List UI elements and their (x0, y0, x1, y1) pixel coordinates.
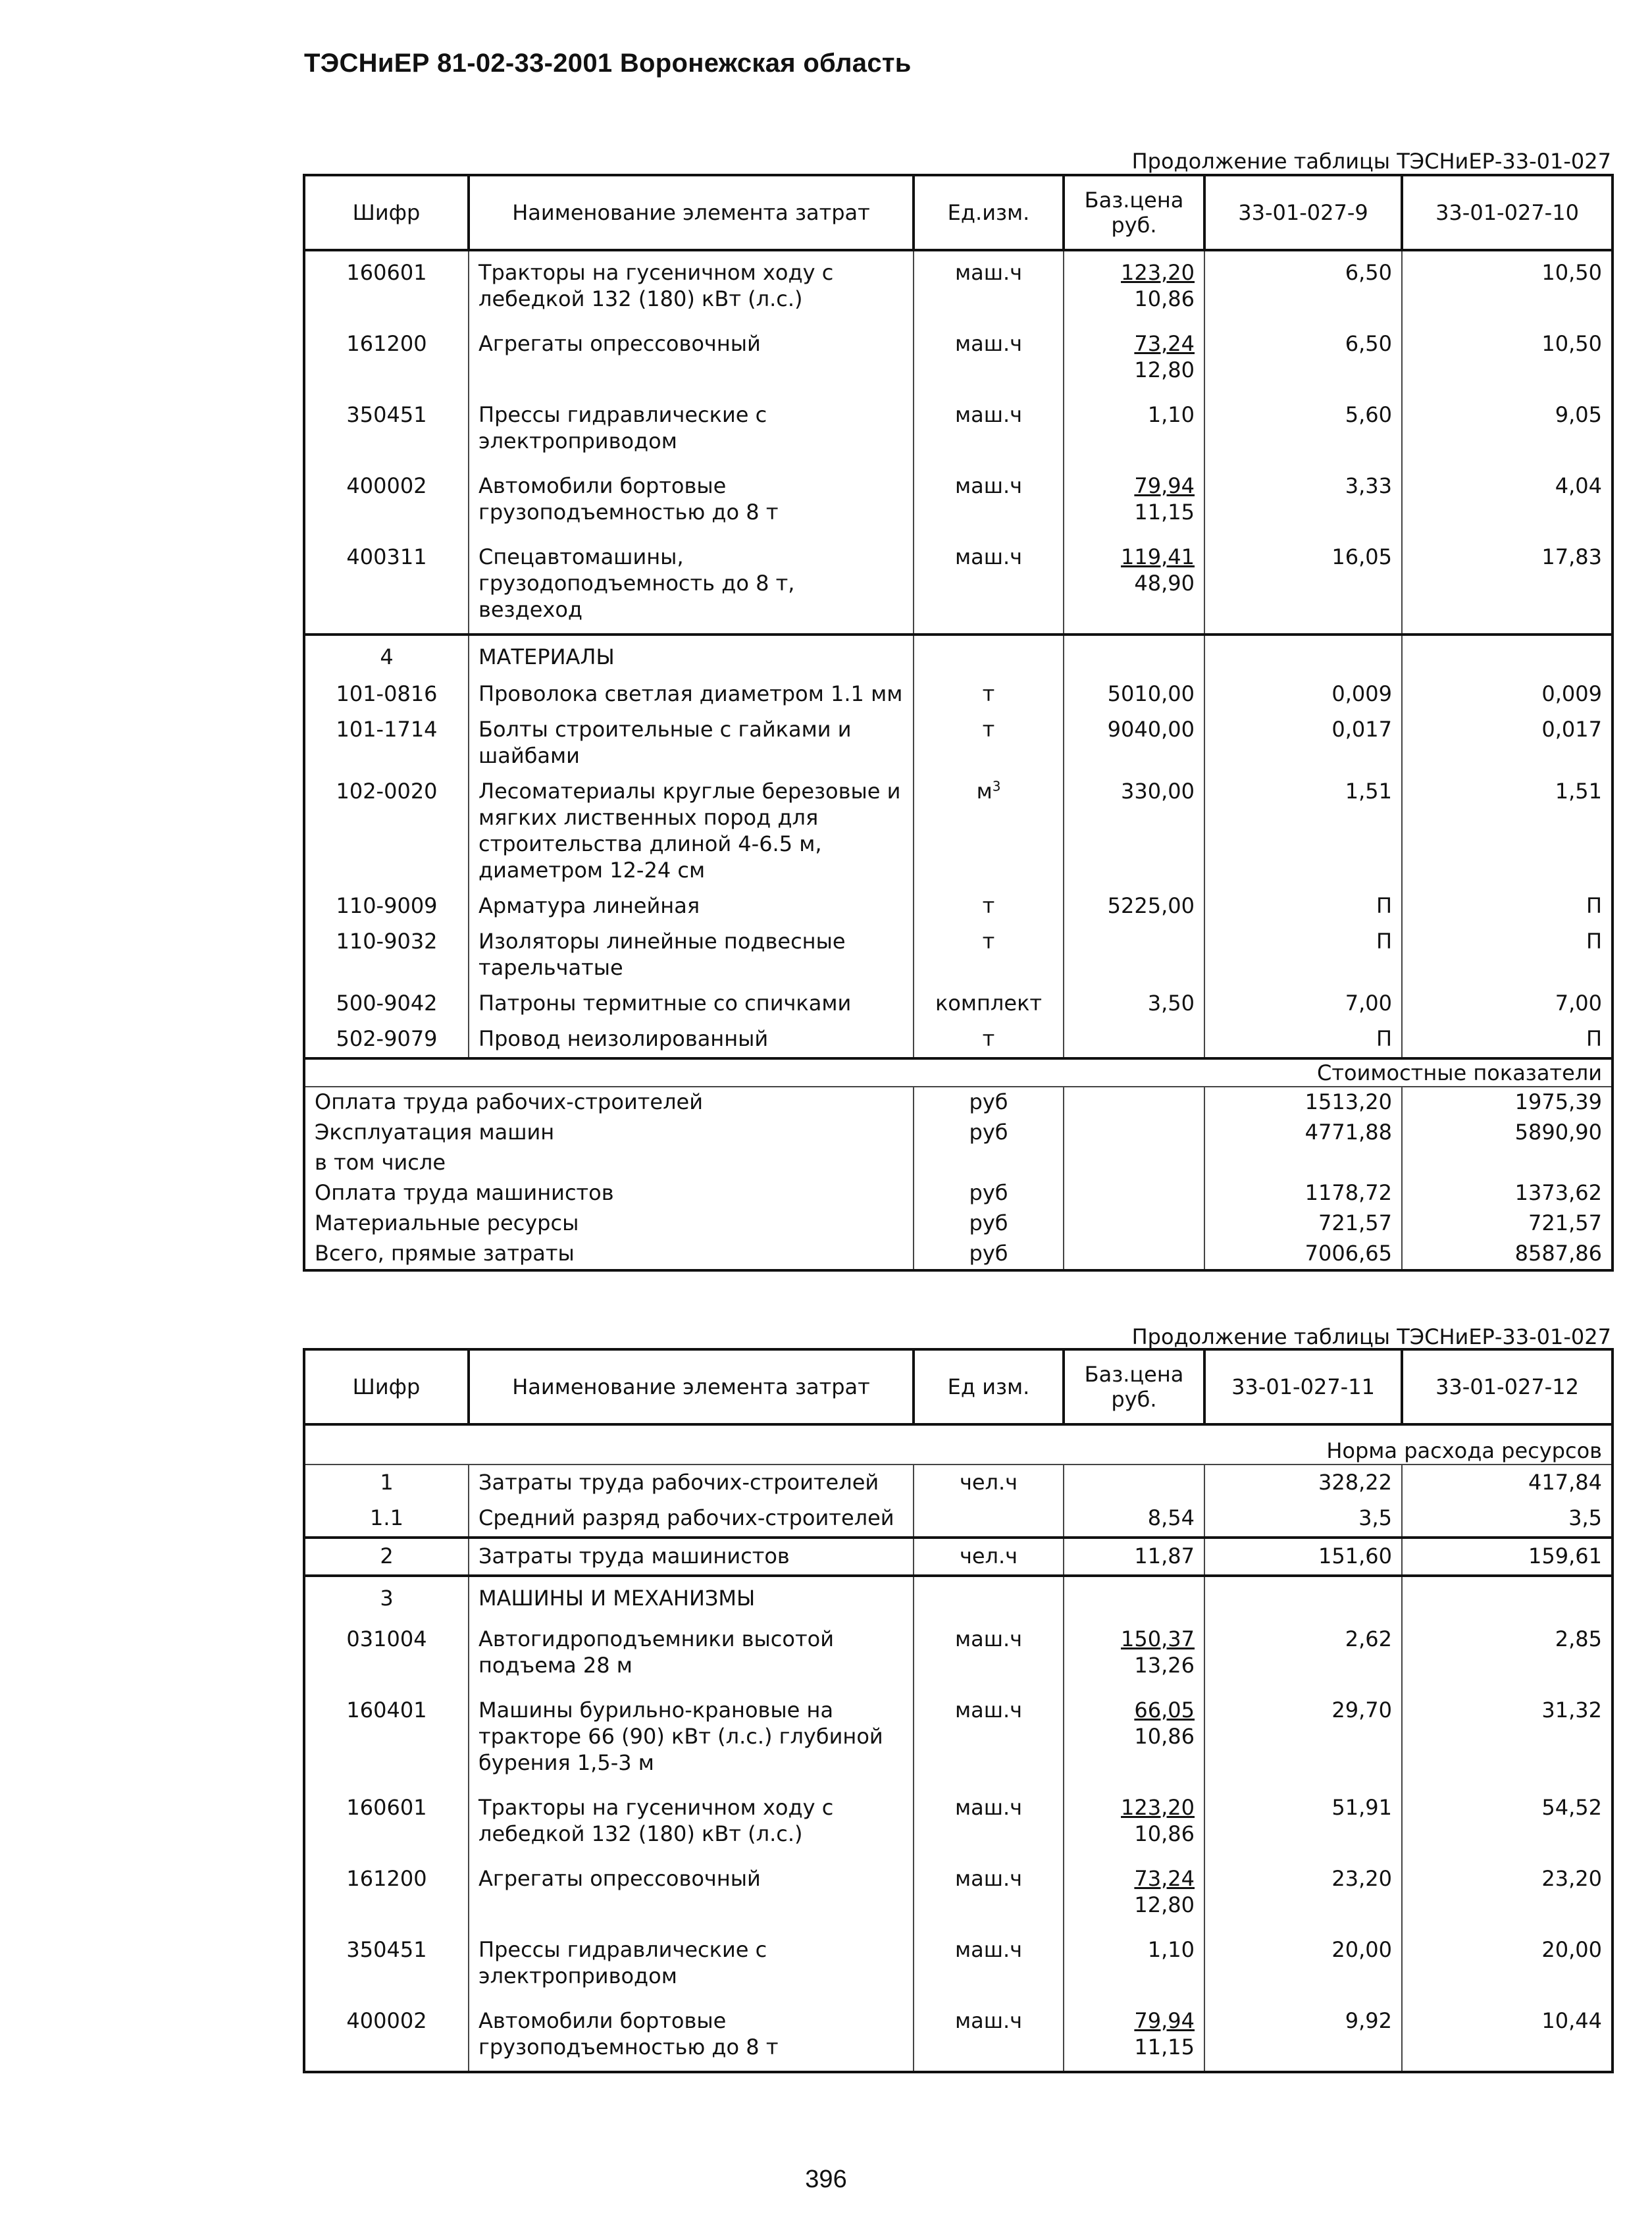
cell-col-b: 2,85 (1402, 1618, 1613, 1689)
summary-price (1064, 1148, 1204, 1178)
cell-unit: т (914, 677, 1064, 712)
summary-row (304, 1239, 1613, 1270)
table-row (304, 1857, 1613, 1929)
cell-price (1064, 1786, 1204, 1857)
cell-col-b: 23,20 (1402, 1857, 1613, 1929)
section-row (304, 635, 1613, 677)
header-code: Шифр (304, 1349, 469, 1424)
header-price-line1: Баз.цена (1084, 1362, 1184, 1387)
header-name: Наименование элемента затрат (469, 175, 914, 250)
table1-caption: Продолжение таблицы ТЭСНиЕР-33-01-027 (1131, 149, 1611, 174)
cell-code: 161200 (304, 323, 469, 394)
section-row (304, 1576, 1613, 1618)
cell-col-a: 6,50 (1204, 323, 1402, 394)
cell-code: 500-9042 (304, 986, 469, 1022)
table-row (304, 986, 1613, 1022)
table-row (304, 1022, 1613, 1058)
cell-col-a: 3,5 (1204, 1501, 1402, 1538)
table2-header-row (304, 1349, 1613, 1424)
cell-col-a: 0,009 (1204, 677, 1402, 712)
summary-unit: руб (914, 1087, 1064, 1118)
cell-col-b: 0,017 (1402, 712, 1613, 774)
cell-col-a: 9,92 (1204, 2000, 1402, 2072)
cell-name: Агрегаты опрессовочный (469, 323, 914, 394)
summary-row (304, 1178, 1613, 1208)
cell-unit: т (914, 1022, 1064, 1058)
cell-price (1064, 1689, 1204, 1786)
cell-col-a: 328,22 (1204, 1465, 1402, 1501)
cell-price (1064, 536, 1204, 635)
cell-col-a: 29,70 (1204, 1689, 1402, 1786)
header-col-a: 33-01-027-9 (1204, 175, 1402, 250)
cell-unit: чел.ч (914, 1538, 1064, 1576)
cell-unit (914, 774, 1064, 889)
cell-name: Автогидроподъемники высотой подъема 28 м (469, 1618, 914, 1689)
cell-code: 031004 (304, 1618, 469, 1689)
cell-col-b: П (1402, 1022, 1613, 1058)
cell-col-a: 51,91 (1204, 1786, 1402, 1857)
cell-col-b (1402, 635, 1613, 677)
cell-code: 400002 (304, 2000, 469, 2072)
cell-code: 502-9079 (304, 1022, 469, 1058)
section-title: МАШИНЫ И МЕХАНИЗМЫ (469, 1576, 914, 1618)
summary-col-b (1402, 1148, 1613, 1178)
cell-name: Провод неизолированный (469, 1022, 914, 1058)
cell-name: Изоляторы линейные подвесные тарельчатые (469, 924, 914, 986)
cell-name: Тракторы на гусеничном ходу с лебедкой 132 (180) кВт (л.с.) (469, 250, 914, 323)
summary-col-a: 7006,65 (1204, 1239, 1402, 1270)
cell-unit: т (914, 924, 1064, 986)
cell-code: 102-0020 (304, 774, 469, 889)
price-value: 123,20 (1121, 1795, 1195, 1820)
price-value: 119,41 (1121, 544, 1195, 569)
cell-unit: маш.ч (914, 1786, 1064, 1857)
summary-unit: руб (914, 1178, 1064, 1208)
price-secondary: 12,80 (1134, 1892, 1195, 1917)
summary-row (304, 1208, 1613, 1239)
table-row (304, 1786, 1613, 1857)
cell-col-b: 159,61 (1402, 1538, 1613, 1576)
header-price-line1: Баз.цена (1084, 188, 1184, 213)
table-row (304, 536, 1613, 635)
cell-col-b (1402, 1576, 1613, 1618)
table-row (304, 1538, 1613, 1576)
cell-col-b: П (1402, 889, 1613, 924)
cell-col-b: 10,44 (1402, 2000, 1613, 2072)
summary-row (304, 1118, 1613, 1148)
band-row (304, 1424, 1613, 1465)
table-row (304, 2000, 1613, 2072)
cell-name: Спецавтомашины, грузодоподъемность до 8 т, вездеход (469, 536, 914, 635)
cell-col-a: 20,00 (1204, 1929, 1402, 2000)
table-row (304, 712, 1613, 774)
table-row (304, 465, 1613, 536)
table2 (303, 1348, 1614, 2073)
summary-price (1064, 1208, 1204, 1239)
cell-price (1064, 635, 1204, 677)
cell-unit: чел.ч (914, 1465, 1064, 1501)
summary-row (304, 1087, 1613, 1118)
cell-name: Прессы гидравлические с электроприводом (469, 1929, 914, 2000)
section-title: МАТЕРИАЛЫ (469, 635, 914, 677)
cell-price: 330,00 (1064, 774, 1204, 889)
cell-col-b: 20,00 (1402, 1929, 1613, 2000)
unit-superscript: 3 (992, 778, 1001, 794)
summary-label: Эксплуатация машин (304, 1118, 914, 1148)
cell-name: Арматура линейная (469, 889, 914, 924)
price-value: 79,94 (1134, 473, 1195, 498)
cell-name: Тракторы на гусеничном ходу с лебедкой 132 (180) кВт (л.с.) (469, 1786, 914, 1857)
table-row (304, 1929, 1613, 2000)
cell-price (1064, 924, 1204, 986)
cell-code: 2 (304, 1538, 469, 1576)
cell-price: 1,10 (1064, 1929, 1204, 2000)
cell-name: Машины бурильно-крановые на тракторе 66 (90) кВт (л.с.) глубиной бурения 1,5-3 м (469, 1689, 914, 1786)
cell-unit: т (914, 712, 1064, 774)
price-secondary: 13,26 (1134, 1653, 1195, 1678)
cell-col-b: 9,05 (1402, 394, 1613, 465)
summary-col-a: 1513,20 (1204, 1087, 1402, 1118)
cell-col-a: 151,60 (1204, 1538, 1402, 1576)
table-row (304, 323, 1613, 394)
norm-band: Норма расхода ресурсов (304, 1424, 1613, 1465)
band-row (304, 1058, 1613, 1087)
cell-code: 161200 (304, 1857, 469, 1929)
cell-col-b: П (1402, 924, 1613, 986)
cell-name: Проволока светлая диаметром 1.1 мм (469, 677, 914, 712)
cell-code: 160401 (304, 1689, 469, 1786)
table-row (304, 250, 1613, 323)
cell-price (1064, 1618, 1204, 1689)
cell-col-a: П (1204, 1022, 1402, 1058)
cell-unit: маш.ч (914, 323, 1064, 394)
price-value: 150,37 (1121, 1626, 1195, 1651)
section-code: 4 (304, 635, 469, 677)
summary-col-b: 1975,39 (1402, 1087, 1613, 1118)
cell-col-a: 2,62 (1204, 1618, 1402, 1689)
summary-col-b: 1373,62 (1402, 1178, 1613, 1208)
cell-col-b: 17,83 (1402, 536, 1613, 635)
document-title: ТЭСНиЕР 81-02-33-2001 Воронежская область (304, 49, 912, 78)
summary-col-a: 1178,72 (1204, 1178, 1402, 1208)
summary-col-a (1204, 1148, 1402, 1178)
cell-col-b: 4,04 (1402, 465, 1613, 536)
cell-col-a (1204, 1576, 1402, 1618)
cell-name: Агрегаты опрессовочный (469, 1857, 914, 1929)
cell-price (1064, 1465, 1204, 1501)
cell-unit (914, 1501, 1064, 1538)
table2-caption: Продолжение таблицы ТЭСНиЕР-33-01-027 (1131, 1324, 1611, 1349)
cell-name: Затраты труда машинистов (469, 1538, 914, 1576)
table1-header-row (304, 175, 1613, 250)
table-row (304, 924, 1613, 986)
cell-code: 101-1714 (304, 712, 469, 774)
cell-name: Автомобили бортовые грузоподъемностью до 8 т (469, 2000, 914, 2072)
cell-col-b: 31,32 (1402, 1689, 1613, 1786)
price-value: 66,05 (1134, 1698, 1195, 1723)
cell-col-b: 3,5 (1402, 1501, 1613, 1538)
cell-unit: маш.ч (914, 1689, 1064, 1786)
cell-col-b: 10,50 (1402, 323, 1613, 394)
price-secondary: 12,80 (1134, 357, 1195, 382)
cell-price (1064, 250, 1204, 323)
cell-code: 110-9009 (304, 889, 469, 924)
price-secondary: 10,86 (1134, 1821, 1195, 1846)
summary-label: Оплата труда рабочих-строителей (304, 1087, 914, 1118)
cell-unit (914, 635, 1064, 677)
cell-col-a: П (1204, 889, 1402, 924)
cell-unit: маш.ч (914, 536, 1064, 635)
price-secondary: 11,15 (1134, 500, 1195, 525)
price-value: 73,24 (1134, 331, 1195, 356)
summary-price (1064, 1239, 1204, 1270)
cell-col-a: 7,00 (1204, 986, 1402, 1022)
cell-col-b: 10,50 (1402, 250, 1613, 323)
cell-col-a: П (1204, 924, 1402, 986)
header-unit: Ед изм. (914, 1349, 1064, 1424)
price-secondary: 48,90 (1134, 571, 1195, 596)
summary-price (1064, 1118, 1204, 1148)
cell-unit: маш.ч (914, 1618, 1064, 1689)
header-price-line2: руб. (1111, 213, 1157, 238)
header-price (1064, 1349, 1204, 1424)
cell-unit: маш.ч (914, 2000, 1064, 2072)
header-col-b: 33-01-027-10 (1402, 175, 1613, 250)
cell-price: 3,50 (1064, 986, 1204, 1022)
cell-col-a: 0,017 (1204, 712, 1402, 774)
header-code: Шифр (304, 175, 469, 250)
cell-price (1064, 1576, 1204, 1618)
summary-row (304, 1148, 1613, 1178)
summary-unit (914, 1148, 1064, 1178)
unit-value: м (976, 779, 993, 804)
cell-code: 1.1 (304, 1501, 469, 1538)
table-row (304, 1465, 1613, 1501)
cell-price (1064, 1857, 1204, 1929)
summary-col-a: 4771,88 (1204, 1118, 1402, 1148)
cell-col-a: 16,05 (1204, 536, 1402, 635)
header-unit: Ед.изм. (914, 175, 1064, 250)
cell-unit (914, 1576, 1064, 1618)
header-col-a: 33-01-027-11 (1204, 1349, 1402, 1424)
cell-col-a: 23,20 (1204, 1857, 1402, 1929)
table1-body (304, 250, 1613, 1270)
cell-name: Болты строительные с гайками и шайбами (469, 712, 914, 774)
cell-code: 101-0816 (304, 677, 469, 712)
cell-name: Затраты труда рабочих-строителей (469, 1465, 914, 1501)
table-row (304, 889, 1613, 924)
cell-name: Автомобили бортовые грузоподъемностью до 8 т (469, 465, 914, 536)
cell-price (1064, 2000, 1204, 2072)
cell-unit: комплект (914, 986, 1064, 1022)
cell-unit: т (914, 889, 1064, 924)
cell-price: 5225,00 (1064, 889, 1204, 924)
cell-col-a: 3,33 (1204, 465, 1402, 536)
price-secondary: 10,86 (1134, 286, 1195, 311)
summary-col-b: 8587,86 (1402, 1239, 1613, 1270)
cell-code: 160601 (304, 1786, 469, 1857)
cell-col-b: 54,52 (1402, 1786, 1613, 1857)
table-row (304, 1618, 1613, 1689)
cell-code: 400311 (304, 536, 469, 635)
cell-price: 5010,00 (1064, 677, 1204, 712)
summary-price (1064, 1087, 1204, 1118)
price-value: 79,94 (1134, 2008, 1195, 2033)
cell-price: 8,54 (1064, 1501, 1204, 1538)
cell-col-b: 7,00 (1402, 986, 1613, 1022)
price-value: 73,24 (1134, 1866, 1195, 1891)
summary-price (1064, 1178, 1204, 1208)
summary-label: Материальные ресурсы (304, 1208, 914, 1239)
table-row (304, 774, 1613, 889)
cell-col-b: 1,51 (1402, 774, 1613, 889)
cell-col-a (1204, 635, 1402, 677)
cell-col-b: 0,009 (1402, 677, 1613, 712)
cell-unit: маш.ч (914, 394, 1064, 465)
page-number: 396 (805, 2165, 847, 2193)
summary-col-b: 5890,90 (1402, 1118, 1613, 1148)
cell-col-a: 6,50 (1204, 250, 1402, 323)
summary-col-b: 721,57 (1402, 1208, 1613, 1239)
cell-price (1064, 1022, 1204, 1058)
cell-code: 160601 (304, 250, 469, 323)
cell-code: 400002 (304, 465, 469, 536)
cell-code: 350451 (304, 1929, 469, 2000)
table1 (303, 174, 1614, 1272)
summary-label: в том числе (304, 1148, 914, 1178)
cell-price: 1,10 (1064, 394, 1204, 465)
cell-col-a: 5,60 (1204, 394, 1402, 465)
cell-col-a: 1,51 (1204, 774, 1402, 889)
price-secondary: 11,15 (1134, 2035, 1195, 2060)
summary-unit: руб (914, 1239, 1064, 1270)
header-name: Наименование элемента затрат (469, 1349, 914, 1424)
cell-col-b: 417,84 (1402, 1465, 1613, 1501)
table-row (304, 1501, 1613, 1538)
header-col-b: 33-01-027-12 (1402, 1349, 1613, 1424)
table2-body (304, 1424, 1613, 2072)
cell-unit: маш.ч (914, 250, 1064, 323)
table-row (304, 394, 1613, 465)
summary-unit: руб (914, 1118, 1064, 1148)
summary-unit: руб (914, 1208, 1064, 1239)
price-value: 123,20 (1121, 260, 1195, 285)
cell-price: 11,87 (1064, 1538, 1204, 1576)
cell-unit: маш.ч (914, 1857, 1064, 1929)
summary-col-a: 721,57 (1204, 1208, 1402, 1239)
cell-price (1064, 465, 1204, 536)
cell-code: 110-9032 (304, 924, 469, 986)
cell-name: Лесоматериалы круглые березовые и мягких лиственных пород для строительства длиной 4-6.5 м, диаметром 12-24 см (469, 774, 914, 889)
section-code: 3 (304, 1576, 469, 1618)
cell-code: 1 (304, 1465, 469, 1501)
cell-name: Патроны термитные со спичками (469, 986, 914, 1022)
header-price-line2: руб. (1111, 1387, 1157, 1412)
price-secondary: 10,86 (1134, 1724, 1195, 1749)
cell-name: Прессы гидравлические с электроприводом (469, 394, 914, 465)
header-price (1064, 175, 1204, 250)
summary-label: Оплата труда машинистов (304, 1178, 914, 1208)
table-row (304, 677, 1613, 712)
cell-name: Средний разряд рабочих-строителей (469, 1501, 914, 1538)
cell-unit: маш.ч (914, 1929, 1064, 2000)
cell-code: 350451 (304, 394, 469, 465)
summary-label: Всего, прямые затраты (304, 1239, 914, 1270)
table-row (304, 1689, 1613, 1786)
cost-band: Стоимостные показатели (304, 1058, 1613, 1087)
cell-price: 9040,00 (1064, 712, 1204, 774)
cell-unit: маш.ч (914, 465, 1064, 536)
cell-price (1064, 323, 1204, 394)
